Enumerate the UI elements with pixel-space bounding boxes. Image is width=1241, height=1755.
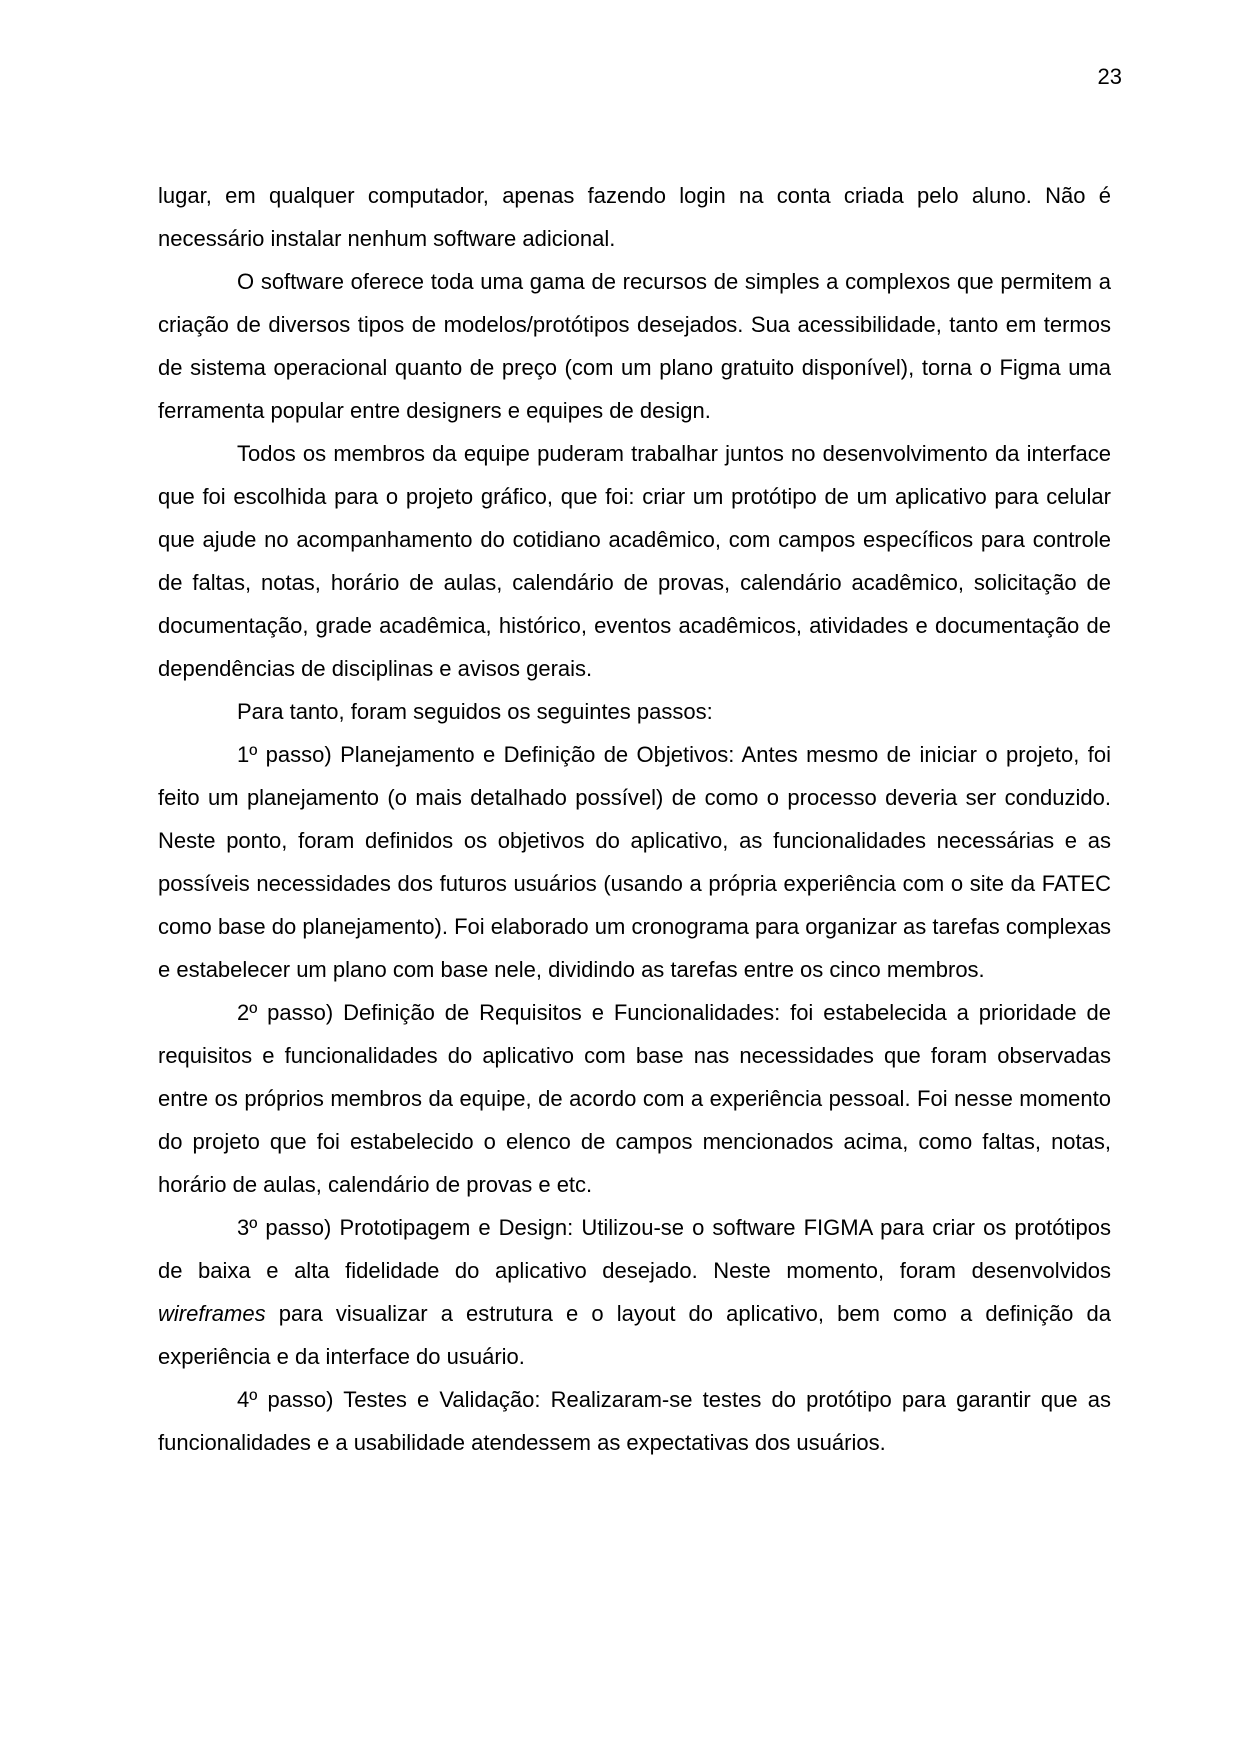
step-3-text-before-italic: 3º passo) Prototipagem e Design: Utilizou-se o software FIGMA para criar os protótipos de baixa e alta fidelidade do aplicativo desejado. Neste momento, foram desenvolvidos: [158, 1215, 1111, 1283]
paragraph-step-3: [158, 1206, 1111, 1378]
wireframes-italic-term: wireframes: [158, 1301, 266, 1326]
paragraph-step-2: 2º passo) Definição de Requisitos e Funcionalidades: foi estabelecida a prioridade de requisitos e funcionalidades do aplicativo com base nas necessidades que foram observadas entre os próprios membros da equipe, de acordo com a experiência pessoal. Foi nesse momento do projeto que foi estabelecido o elenco de campos mencionados acima, como faltas, notas, horário de aulas, calendário de provas e etc.: [158, 1000, 1111, 1197]
paragraph-team-project: Todos os membros da equipe puderam trabalhar juntos no desenvolvimento da interface que foi escolhida para o projeto gráfico, que foi: criar um protótipo de um aplicativo para celular que ajude no acompanhamento do cotidiano acadêmico, com campos específicos para controle de faltas, notas, horário de aulas, calendário de provas, calendário acadêmico, solicitação de documentação, grade acadêmica, histórico, eventos acadêmicos, atividades e documentação de dependências de disciplinas e avisos gerais.: [158, 441, 1111, 681]
paragraph-step-1: 1º passo) Planejamento e Definição de Objetivos: Antes mesmo de iniciar o projeto, foi feito um planejamento (o mais detalhado possível) de como o processo deveria ser conduzido. Neste ponto, foram definidos os objetivos do aplicativo, as funcionalidades necessárias e as possíveis necessidades dos futuros usuários (usando a própria experiência com o site da FATEC como base do planejamento). Foi elaborado um cronograma para organizar as tarefas complexas e estabelecer um plano com base nele, dividindo as tarefas entre os cinco membros.: [158, 742, 1111, 982]
paragraph-step-4: 4º passo) Testes e Validação: Realizaram-se testes do protótipo para garantir que as funcionalidades e a usabilidade atendessem as expectativas dos usuários.: [158, 1387, 1111, 1455]
paragraph-continuation: lugar, em qualquer computador, apenas fazendo login na conta criada pelo aluno. Não é necessário instalar nenhum software adicional.: [158, 183, 1111, 251]
paragraph-figma-overview: O software oferece toda uma gama de recursos de simples a complexos que permitem a criação de diversos tipos de modelos/protótipos desejados. Sua acessibilidade, tanto em termos de sistema operacional quanto de preço (com um plano gratuito disponível), torna o Figma uma ferramenta popular entre designers e equipes de design.: [158, 269, 1111, 423]
page-body: [158, 174, 1111, 1464]
page-number: 23: [1097, 64, 1122, 89]
paragraph-steps-intro: Para tanto, foram seguidos os seguintes passos:: [237, 699, 713, 724]
step-3-text-after-italic: para visualizar a estrutura e o layout do aplicativo, bem como a definição da experiência e da interface do usuário.: [158, 1301, 1111, 1369]
